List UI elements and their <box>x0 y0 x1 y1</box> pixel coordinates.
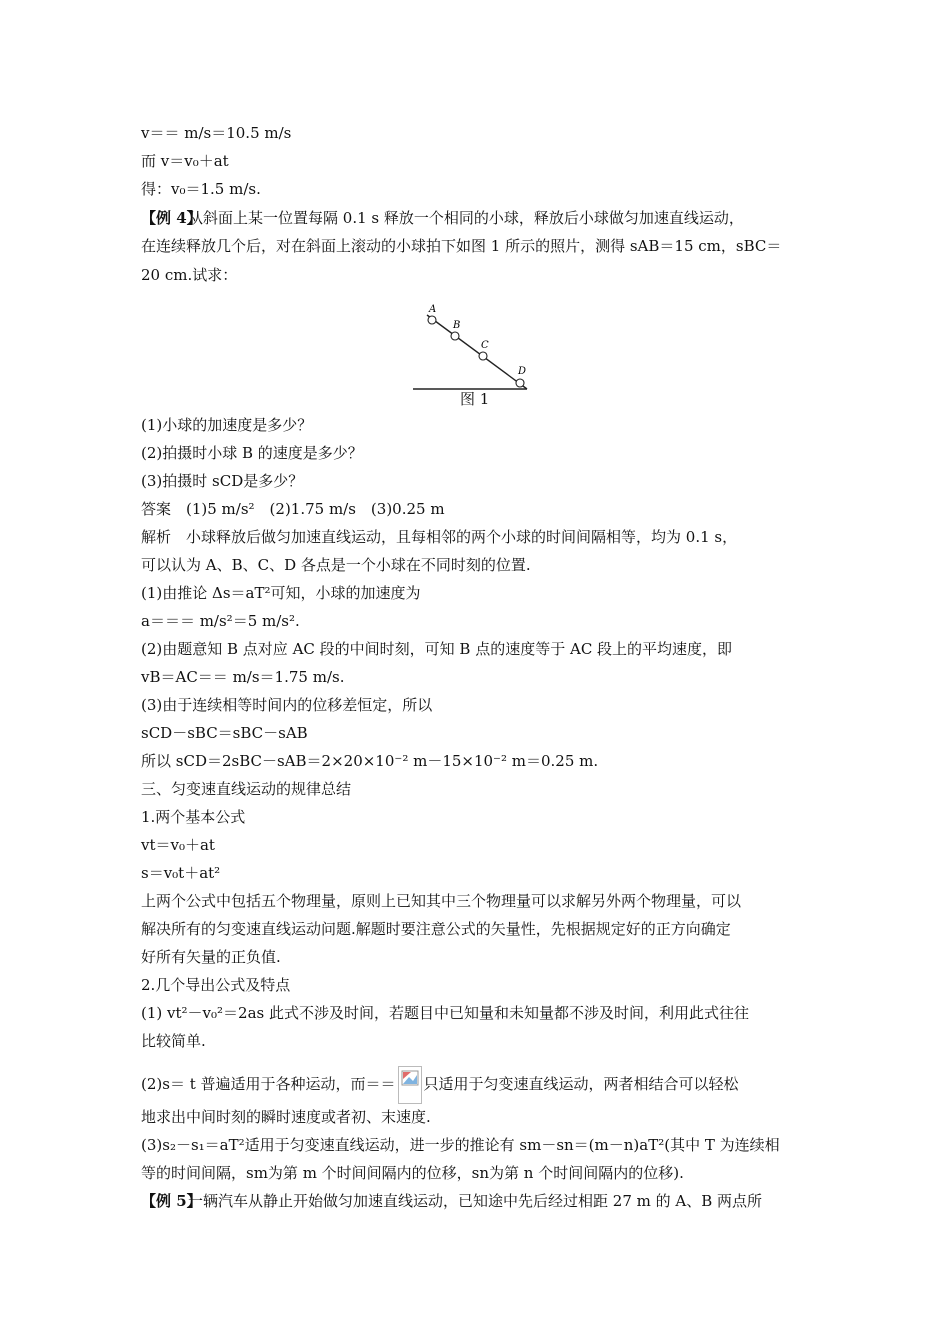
text-line: 从斜面上某一位置每隔 0.1 s 释放一个相同的小球，释放后小球做匀加速直线运动， <box>188 209 744 227</box>
text-line: 在连续释放几个后，对在斜面上滚动的小球拍下如图 1 所示的照片，测得 sAB＝15 cm，sBC＝ <box>141 237 782 255</box>
example-tag: 【例 4】 <box>141 209 202 227</box>
subheading: 2.几个导出公式及特点 <box>141 976 291 994</box>
answer-line: 答案 (1)5 m/s² (2)1.75 m/s (3)0.25 m <box>141 500 445 518</box>
text-line: 可以认为 A、B、C、D 各点是一个小球在不同时刻的位置. <box>141 556 531 574</box>
text-line: 好所有矢量的正负值. <box>141 948 281 966</box>
ball-a <box>428 316 436 324</box>
text-line: vB＝AC＝＝ m/s＝1.75 m/s. <box>141 668 345 686</box>
example-tag: 【例 5】 <box>141 1192 202 1210</box>
ball-d <box>516 379 524 387</box>
text-fragment: (2)s＝ t 普遍适用于各种运动，而＝＝ <box>141 1075 396 1093</box>
question-line: (1)小球的加速度是多少？ <box>141 416 313 434</box>
text-line: v＝＝ m/s＝10.5 m/s <box>141 124 292 142</box>
text-line: (1) vt²－v₀²＝2as 此式不涉及时间，若题目中已知量和未知量都不涉及时间，利用此式往往 <box>141 1004 749 1022</box>
text-line: (1)由推论 Δs＝aT²可知，小球的加速度为 <box>141 584 421 602</box>
ball-b <box>451 332 459 340</box>
formula-line: vt＝v₀＋at <box>141 836 215 854</box>
broken-image-icon <box>398 1066 422 1104</box>
text-line: 解决所有的匀变速直线运动问题.解题时要注意公式的矢量性，先根据规定好的正方向确定 <box>141 920 731 938</box>
label-c: C <box>481 340 489 351</box>
section-heading: 三、匀变速直线运动的规律总结 <box>141 780 352 798</box>
text-line: sCD－sBC＝sBC－sAB <box>141 724 308 742</box>
text-line: (3)由于连续相等时间内的位移差恒定，所以 <box>141 696 433 714</box>
label-b: B <box>453 320 461 331</box>
question-line: (3)拍摄时 sCD是多少？ <box>141 472 304 490</box>
text-line: (2)由题意知 B 点对应 AC 段的中间时刻，可知 B 点的速度等于 AC 段上的平均速度，即 <box>141 640 733 658</box>
incline-line <box>427 315 527 389</box>
subheading: 1.两个基本公式 <box>141 808 246 826</box>
text-line: 20 cm.试求： <box>141 266 238 284</box>
text-fragment: 只适用于匀变速直线运动，两者相结合可以轻松 <box>423 1075 739 1093</box>
label-d: D <box>518 366 527 377</box>
text-line: a＝＝＝ m/s²＝5 m/s². <box>141 612 300 630</box>
text-line: 所以 sCD＝2sBC－sAB＝2×20×10⁻² m－15×10⁻² m＝0.25 m. <box>141 752 599 770</box>
text-line: 上两个公式中包括五个物理量，原则上已知其中三个物理量可以求解另外两个物理量，可以 <box>141 892 742 910</box>
ball-c <box>479 352 487 360</box>
text-line: 而 v＝v₀＋at <box>141 152 229 170</box>
formula-line: s＝v₀t＋at² <box>141 864 221 882</box>
text-line: 等的时间间隔，sm为第 m 个时间间隔内的位移，sn为第 n 个时间间隔内的位移). <box>141 1164 684 1182</box>
figure-caption: 图 1 <box>460 390 490 408</box>
text-line: (3)s₂－s₁＝aT²适用于匀变速直线运动，进一步的推论有 sm－sn＝(m－n)aT²(其中 T 为连续相 <box>141 1136 780 1154</box>
text-line: 地求出中间时刻的瞬时速度或者初、末速度. <box>141 1108 431 1126</box>
text-line: 一辆汽车从静止开始做匀加速直线运动，已知途中先后经过相距 27 m 的 A、B 两点所 <box>188 1192 763 1210</box>
label-a: A <box>429 304 437 315</box>
text-line: 得：v₀＝1.5 m/s. <box>141 180 261 198</box>
text-line: 比较简单. <box>141 1032 206 1050</box>
text-line: 解析 小球释放后做匀加速直线运动，且每相邻的两个小球的时间间隔相等，均为 0.1 s， <box>141 528 738 546</box>
text-line <box>141 1066 821 1104</box>
question-line: (2)拍摄时小球 B 的速度是多少？ <box>141 444 363 462</box>
